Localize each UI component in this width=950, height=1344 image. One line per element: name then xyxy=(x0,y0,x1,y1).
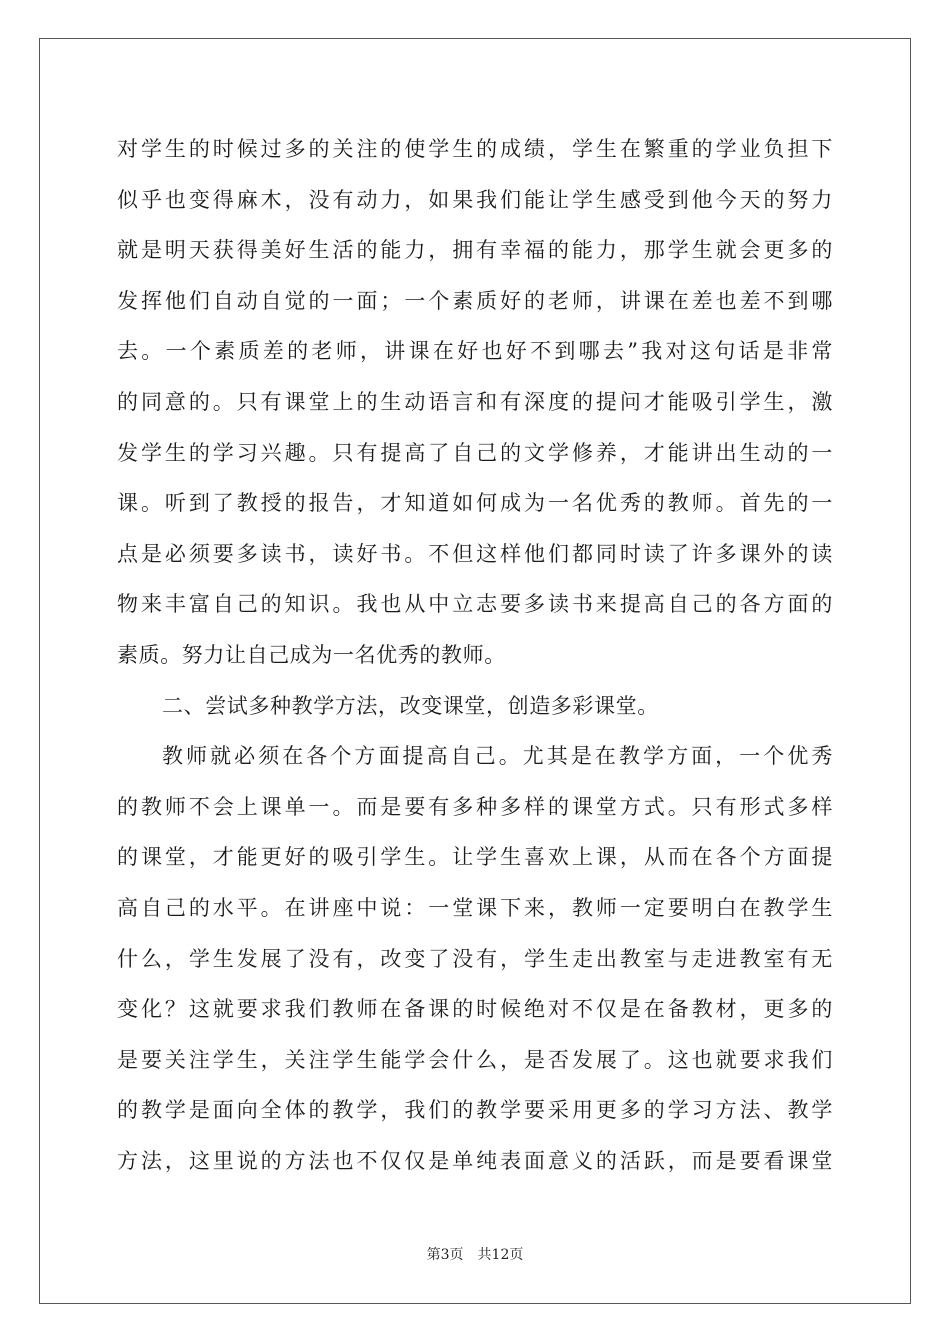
text-line: 就是明天获得美好生活的能力，拥有幸福的能力，那学生就会更多的 xyxy=(117,238,833,263)
text-line: 去。一个素质差的老师，讲课在好也好不到哪去”我对这句话是非常 xyxy=(117,339,833,364)
text-line: 发学生的学习兴趣。只有提高了自己的文学修养，才能讲出生动的一 xyxy=(117,440,833,465)
text-line: 变化？这就要求我们教师在备课的时候绝对不仅是在备教材，更多的 xyxy=(117,997,833,1022)
text-line: 教师就必须在各个方面提高自己。尤其是在教学方面，一个优秀 xyxy=(162,744,833,769)
text-line: 素质。努力让自己成为一名优秀的教师。 xyxy=(117,642,506,667)
text-line: 发挥他们自动自觉的一面；一个素质好的老师，讲课在差也差不到哪 xyxy=(117,288,833,313)
text-line: 的教师不会上课单一。而是要有多种多样的课堂方式。只有形式多样 xyxy=(117,794,833,819)
text-line: 高自己的水平。在讲座中说：一堂课下来，教师一定要明白在教学生 xyxy=(117,895,833,920)
text-line: 什么，学生发展了没有，改变了没有，学生走出教室与走进教室有无 xyxy=(117,946,833,971)
text-line: 物来丰富自己的知识。我也从中立志要多读书来提高自己的各方面的 xyxy=(117,592,833,617)
text-line: 点是必须要多读书，读好书。不但这样他们都同时读了许多课外的读 xyxy=(117,541,833,566)
text-line: 对学生的时候过多的关注的使学生的成绩，学生在繁重的学业负担下 xyxy=(117,137,833,161)
page-number: 第3页 xyxy=(426,1247,464,1263)
text-line: 的课堂，才能更好的吸引学生。让学生喜欢上课，从而在各个方面提 xyxy=(117,845,833,870)
document-body xyxy=(117,124,833,1186)
text-line: 的教学是面向全体的教学，我们的教学要采用更多的学习方法、教学 xyxy=(117,1098,833,1123)
text-line: 的同意的。只有课堂上的生动语言和有深度的提问才能吸引学生，激 xyxy=(117,389,833,414)
text-line: 课。听到了教授的报告，才知道如何成为一名优秀的教师。首先的一 xyxy=(117,491,833,516)
text-line: 是要关注学生，关注学生能学会什么，是否发展了。这也就要求我们 xyxy=(117,1047,833,1072)
page-footer xyxy=(0,1245,950,1265)
total-pages: 共12页 xyxy=(477,1247,524,1263)
section-heading: 二、尝试多种教学方法，改变课堂，创造多彩课堂。 xyxy=(162,693,659,718)
text-line: 方法，这里说的方法也不仅仅是单纯表面意义的活跃，而是要看课堂 xyxy=(117,1148,833,1173)
text-line: 似乎也变得麻木，没有动力，如果我们能让学生感受到他今天的努力 xyxy=(117,187,833,212)
